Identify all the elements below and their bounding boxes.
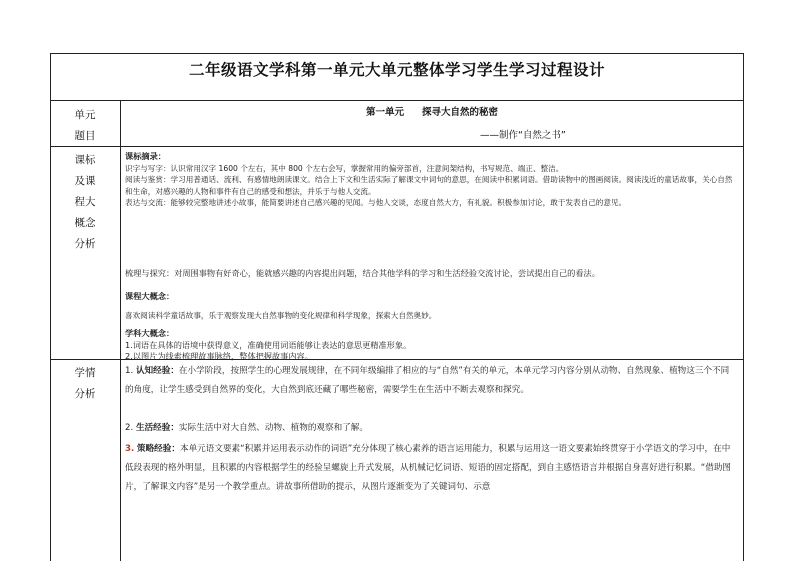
analysis-item-life bbox=[125, 419, 737, 438]
unit-theme: 探寻大自然的秘密 bbox=[422, 107, 499, 118]
document-title: 二年级语文学科第一单元大单元整体学习学生学习过程设计 bbox=[188, 61, 605, 79]
label-line: 题目 bbox=[74, 130, 96, 142]
label-line: 学情 bbox=[74, 367, 96, 379]
label-line: 分析 bbox=[74, 388, 96, 400]
subject-concept-heading: 学科大概念： bbox=[125, 328, 175, 338]
label-line: 程大 bbox=[74, 196, 96, 208]
analysis-label bbox=[50, 363, 120, 405]
unit-name: 第一单元 bbox=[365, 107, 404, 118]
item-number: 1. bbox=[125, 366, 134, 376]
standards-heading: 课标摘录： bbox=[125, 151, 166, 161]
subject-concept-item: 2.以图片为线索梳理故事脉络，整体把握故事内容。 bbox=[125, 351, 313, 361]
label-line: 课标 bbox=[74, 154, 96, 166]
row-divider bbox=[50, 100, 744, 101]
course-concept-text: 喜欢阅读科学童话故事，乐于观察发现大自然事物的变化规律和科学现象，探索大自然奥妙。 bbox=[125, 311, 437, 320]
standards-block bbox=[125, 151, 737, 209]
unit-subtitle: ——制作“自然之书” bbox=[480, 130, 566, 141]
item-heading: 生活经验： bbox=[135, 423, 179, 433]
course-concept-heading: 课程大概念： bbox=[125, 291, 175, 301]
concept-label bbox=[50, 150, 120, 255]
item-heading: 认知经验： bbox=[135, 366, 179, 376]
label-line: 分析 bbox=[74, 238, 96, 250]
standard-item: 识字与写字：认识常用汉字 1600 个左右，其中 800 个左右会写，掌握常用的偏旁部首，注意间架结构，书写规范、端正、整洁。 bbox=[125, 163, 564, 173]
unit-title-label bbox=[50, 105, 120, 147]
item-heading: 策略经验： bbox=[136, 444, 180, 454]
item-number: 3. bbox=[125, 444, 135, 454]
item-number: 2. bbox=[125, 423, 134, 433]
label-line: 概念 bbox=[74, 217, 96, 229]
label-line: 单元 bbox=[74, 109, 96, 121]
item-text: 实际生活中对大自然、动物、植物的观察和了解。 bbox=[178, 423, 368, 433]
label-line: 及课 bbox=[74, 175, 96, 187]
column-divider bbox=[120, 100, 121, 561]
standard-item-inquiry: 梳理与探究：对周围事物有好奇心，能就感兴趣的内容提出问题，结合其他学科的学习和生活经验交流讨论，尝试提出自己的看法。 bbox=[125, 268, 600, 278]
analysis-item-cognitive bbox=[125, 362, 737, 400]
item-text: 在小学阶段，按照学生的心理发展规律，在不同年级编排了相应的与“自然”有关的单元，本单元学习内容分别从动物、自然现象、植物这三个不同的角度，让学生感受到自然界的变化，大自然到底还藏了哪些秘密，需要学生在生活中不断去观察和探究。 bbox=[125, 366, 730, 395]
row-divider bbox=[50, 146, 744, 147]
unit-heading bbox=[120, 104, 744, 118]
item-text: 本单元语文要素“积累并运用表示动作的词语”充分体现了核心素养的语言运用能力，积累与运用这一语文要素始终贯穿于小学语文的学习中，在中低段表现的格外明显，且积累的内容根据学生的经验呈螺旋上升式发展，从机械记忆词语、短语的固定搭配，到自主感悟语言并根据自身喜好进行积累。“借助图片，了解课文内容”是另一个教学重点。讲故事所借助的提示，从图片逐渐变为了关键词句、示意 bbox=[125, 444, 732, 492]
standard-item: 表达与交流：能够较完整地讲述小故事，能简要讲述自己感兴趣的见闻。与他人交谈，态度自然大方，有礼貌。积极参加讨论，敢于发表自己的意见。 bbox=[125, 198, 627, 207]
analysis-item-strategy bbox=[125, 440, 737, 556]
standard-item: 阅读与鉴赏：学习用普通话、流利、有感情地朗读课文。结合上下文和生活实际了解课文中词句的意思，在阅读中积累词语。借助读物中的图画阅读。阅读浅近的童话故事，关心自然和生命，对感兴趣的人物和事件有自己的感受和想法，并乐于与他人交流。 bbox=[125, 175, 733, 196]
subject-concept-item: 1.词语在具体的语境中获得意义，准确使用词语能够让表达的意思更精准形象。 bbox=[125, 340, 412, 350]
